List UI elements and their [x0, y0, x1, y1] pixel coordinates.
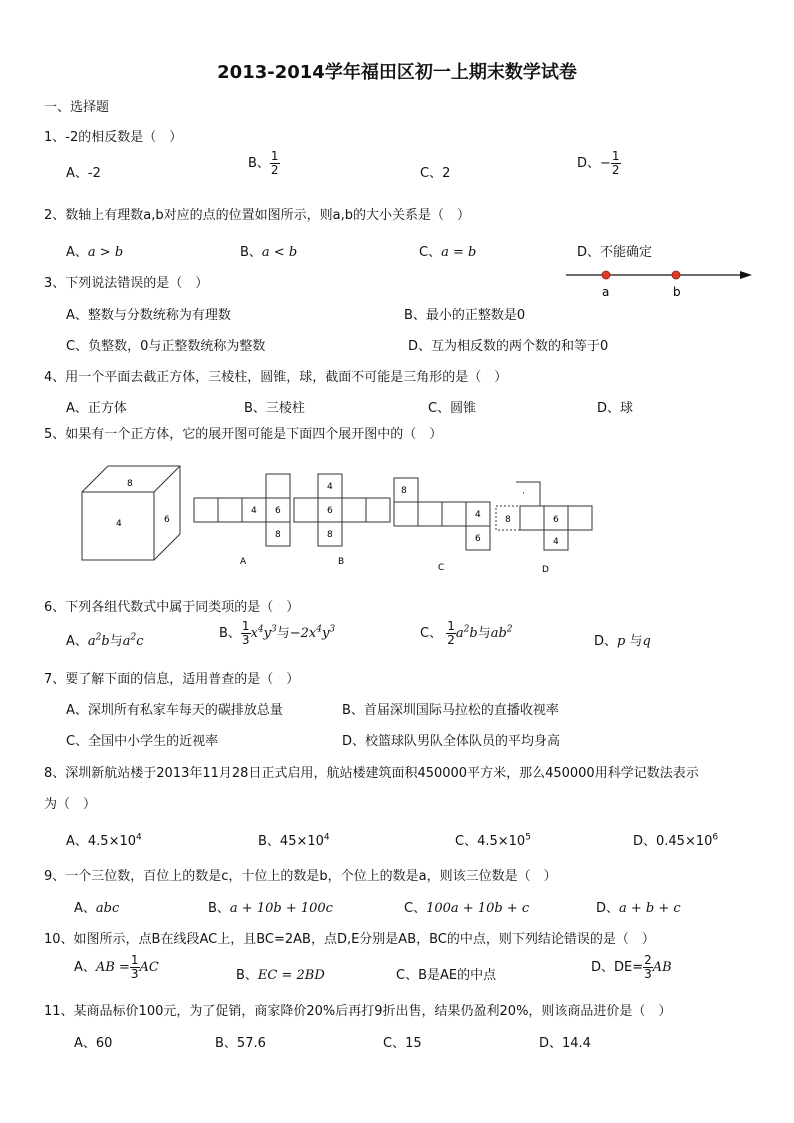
q11-option-d: D、14.4 [539, 1036, 591, 1051]
svg-text:4: 4 [327, 482, 333, 492]
q2-option-a: A、a > b [66, 245, 124, 260]
page-title: 2013-2014学年福田区初一上期末数学试卷 [217, 62, 577, 83]
svg-text:4: 4 [553, 537, 559, 547]
q4-option-a: A、正方体 [66, 401, 127, 416]
svg-text:8: 8 [401, 486, 407, 496]
net-a-label: A [240, 557, 247, 567]
q9-option-a: A、abc [74, 901, 120, 916]
svg-text:6: 6 [553, 515, 559, 525]
net-d-label: D [542, 565, 549, 575]
question-6-stem: 6、下列各组代数式中属于同类项的是（ ） [44, 600, 300, 615]
q7-option-d: D、校篮球队男队全体队员的平均身高 [342, 734, 561, 749]
q3-option-c: C、负整数，0与正整数统称为整数 [66, 339, 266, 354]
q1-option-c: C、2 [420, 166, 451, 181]
q7-option-c: C、全国中小学生的近视率 [66, 734, 219, 749]
question-2-stem: 2、数轴上有理数a,b对应的点的位置如图所示，则a,b的大小关系是（ ） [44, 208, 470, 223]
svg-text:8: 8 [275, 530, 281, 540]
question-11-stem: 11、某商品标价100元，为了促销，商家降价20%后再打9折出售，结果仍盈利20%，则该商品进价是（ ） [44, 1004, 672, 1019]
question-1-stem: 1、-2的相反数是（ ） [44, 130, 183, 145]
q4-option-b: B、三棱柱 [244, 401, 305, 416]
q2-option-b: B、a < b [240, 245, 298, 260]
question-7-stem: 7、要了解下面的信息，适用普查的是（ ） [44, 672, 300, 687]
q6-option-a: A、$a^2b$与$a^2c$ [66, 632, 144, 649]
q10-option-a: A、AB = $\frac{1}{3}$ AC [74, 953, 159, 981]
q11-option-a: A、60 [74, 1036, 113, 1051]
cube-front-number: 4 [116, 519, 122, 529]
svg-text:6: 6 [327, 506, 333, 516]
q10-option-d: D、DE= $\frac{2}{3}$ AB [591, 953, 672, 981]
question-8-stem: 8、深圳新航站楼于2013年11月28日正式启用，航站楼建筑面积450000平方米，那么450000用科学记数法表示 [44, 766, 699, 781]
q9-option-b: B、a + 10b + 100c [208, 901, 333, 916]
q2-option-c: C、a = b [419, 245, 477, 260]
question-10-stem: 10、如图所示，点B在线段AC上，且BC=2AB，点D,E分别是AB，BC的中点，则下列结论错误的是（ ） [44, 932, 655, 947]
q9-option-d: D、a + b + c [596, 901, 681, 916]
question-5-stem: 5、如果有一个正方体，它的展开图可能是下面四个展开图中的（ ） [44, 427, 443, 442]
q3-option-b: B、最小的正整数是0 [404, 308, 526, 323]
svg-text:4: 4 [475, 510, 481, 520]
q6-option-c: C、 $\frac{1}{2}$ $a^2b$与$ab^2$ [420, 619, 513, 647]
question-3-stem: 3、下列说法错误的是（ ） [44, 276, 209, 291]
point-a-label: a [602, 285, 610, 299]
question-4-stem: 4、用一个平面去截正方体，三棱柱，圆锥，球，截面不可能是三角形的是（ ） [44, 370, 508, 385]
q11-option-c: C、15 [383, 1036, 422, 1051]
q9-option-c: C、100a + 10b + c [404, 901, 530, 916]
q8-option-a: A、$4.5\times 10^4$ [66, 832, 142, 849]
net-c-label: C [438, 563, 445, 573]
q1-option-b: B、 $\frac{1}{2}$ [248, 149, 279, 177]
cube-top-number: 8 [127, 479, 133, 489]
q4-option-c: C、圆锥 [428, 401, 477, 416]
q8-option-d: D、$0.45\times 10^6$ [633, 832, 719, 849]
number-line-figure [560, 266, 760, 302]
svg-text:4: 4 [251, 506, 257, 516]
question-9-stem: 9、一个三位数，百位上的数是c，十位上的数是b，个位上的数是a，则该三位数是（ ） [44, 869, 557, 884]
cube-nets-figure [76, 462, 616, 582]
point-a [602, 271, 610, 279]
q6-option-b: B、 $\frac{1}{3}$ $x^4y^3$与$-2x^4y^3$ [219, 619, 336, 647]
q4-option-d: D、球 [597, 401, 634, 416]
q3-option-d: D、互为相反数的两个数的和等于0 [408, 339, 609, 354]
question-8-stem-cont: 为（ ） [44, 797, 97, 812]
q3-option-a: A、整数与分数统称为有理数 [66, 308, 231, 323]
svg-text:6: 6 [275, 506, 281, 516]
svg-text:8: 8 [327, 530, 333, 540]
q8-option-b: B、$45\times 10^4$ [258, 832, 330, 849]
point-b [672, 271, 680, 279]
q10-option-b: B、EC = 2BD [236, 968, 325, 983]
q1-option-d: D、− $\frac{1}{2}$ [577, 149, 620, 177]
net-b [294, 474, 390, 546]
section-heading: 一、选择题 [44, 100, 110, 115]
q7-option-b: B、首届深圳国际马拉松的直播收视率 [342, 703, 559, 718]
number-line-arrow [740, 271, 752, 279]
q11-option-b: B、57.6 [215, 1036, 266, 1051]
q7-option-a: A、深圳所有私家车每天的碳排放总量 [66, 703, 283, 718]
q1-option-a: A、-2 [66, 166, 101, 181]
q10-option-c: C、B是AE的中点 [396, 968, 497, 983]
svg-text:·: · [522, 489, 525, 499]
point-b-label: b [673, 285, 681, 299]
q2-option-d: D、不能确定 [577, 245, 653, 260]
svg-text:8: 8 [505, 515, 511, 525]
net-b-label: B [338, 557, 345, 567]
cube-side-number: 6 [164, 515, 170, 525]
q8-option-c: C、$4.5\times 10^5$ [455, 832, 531, 849]
q6-option-d: D、p 与q [594, 634, 651, 649]
svg-text:6: 6 [475, 534, 481, 544]
